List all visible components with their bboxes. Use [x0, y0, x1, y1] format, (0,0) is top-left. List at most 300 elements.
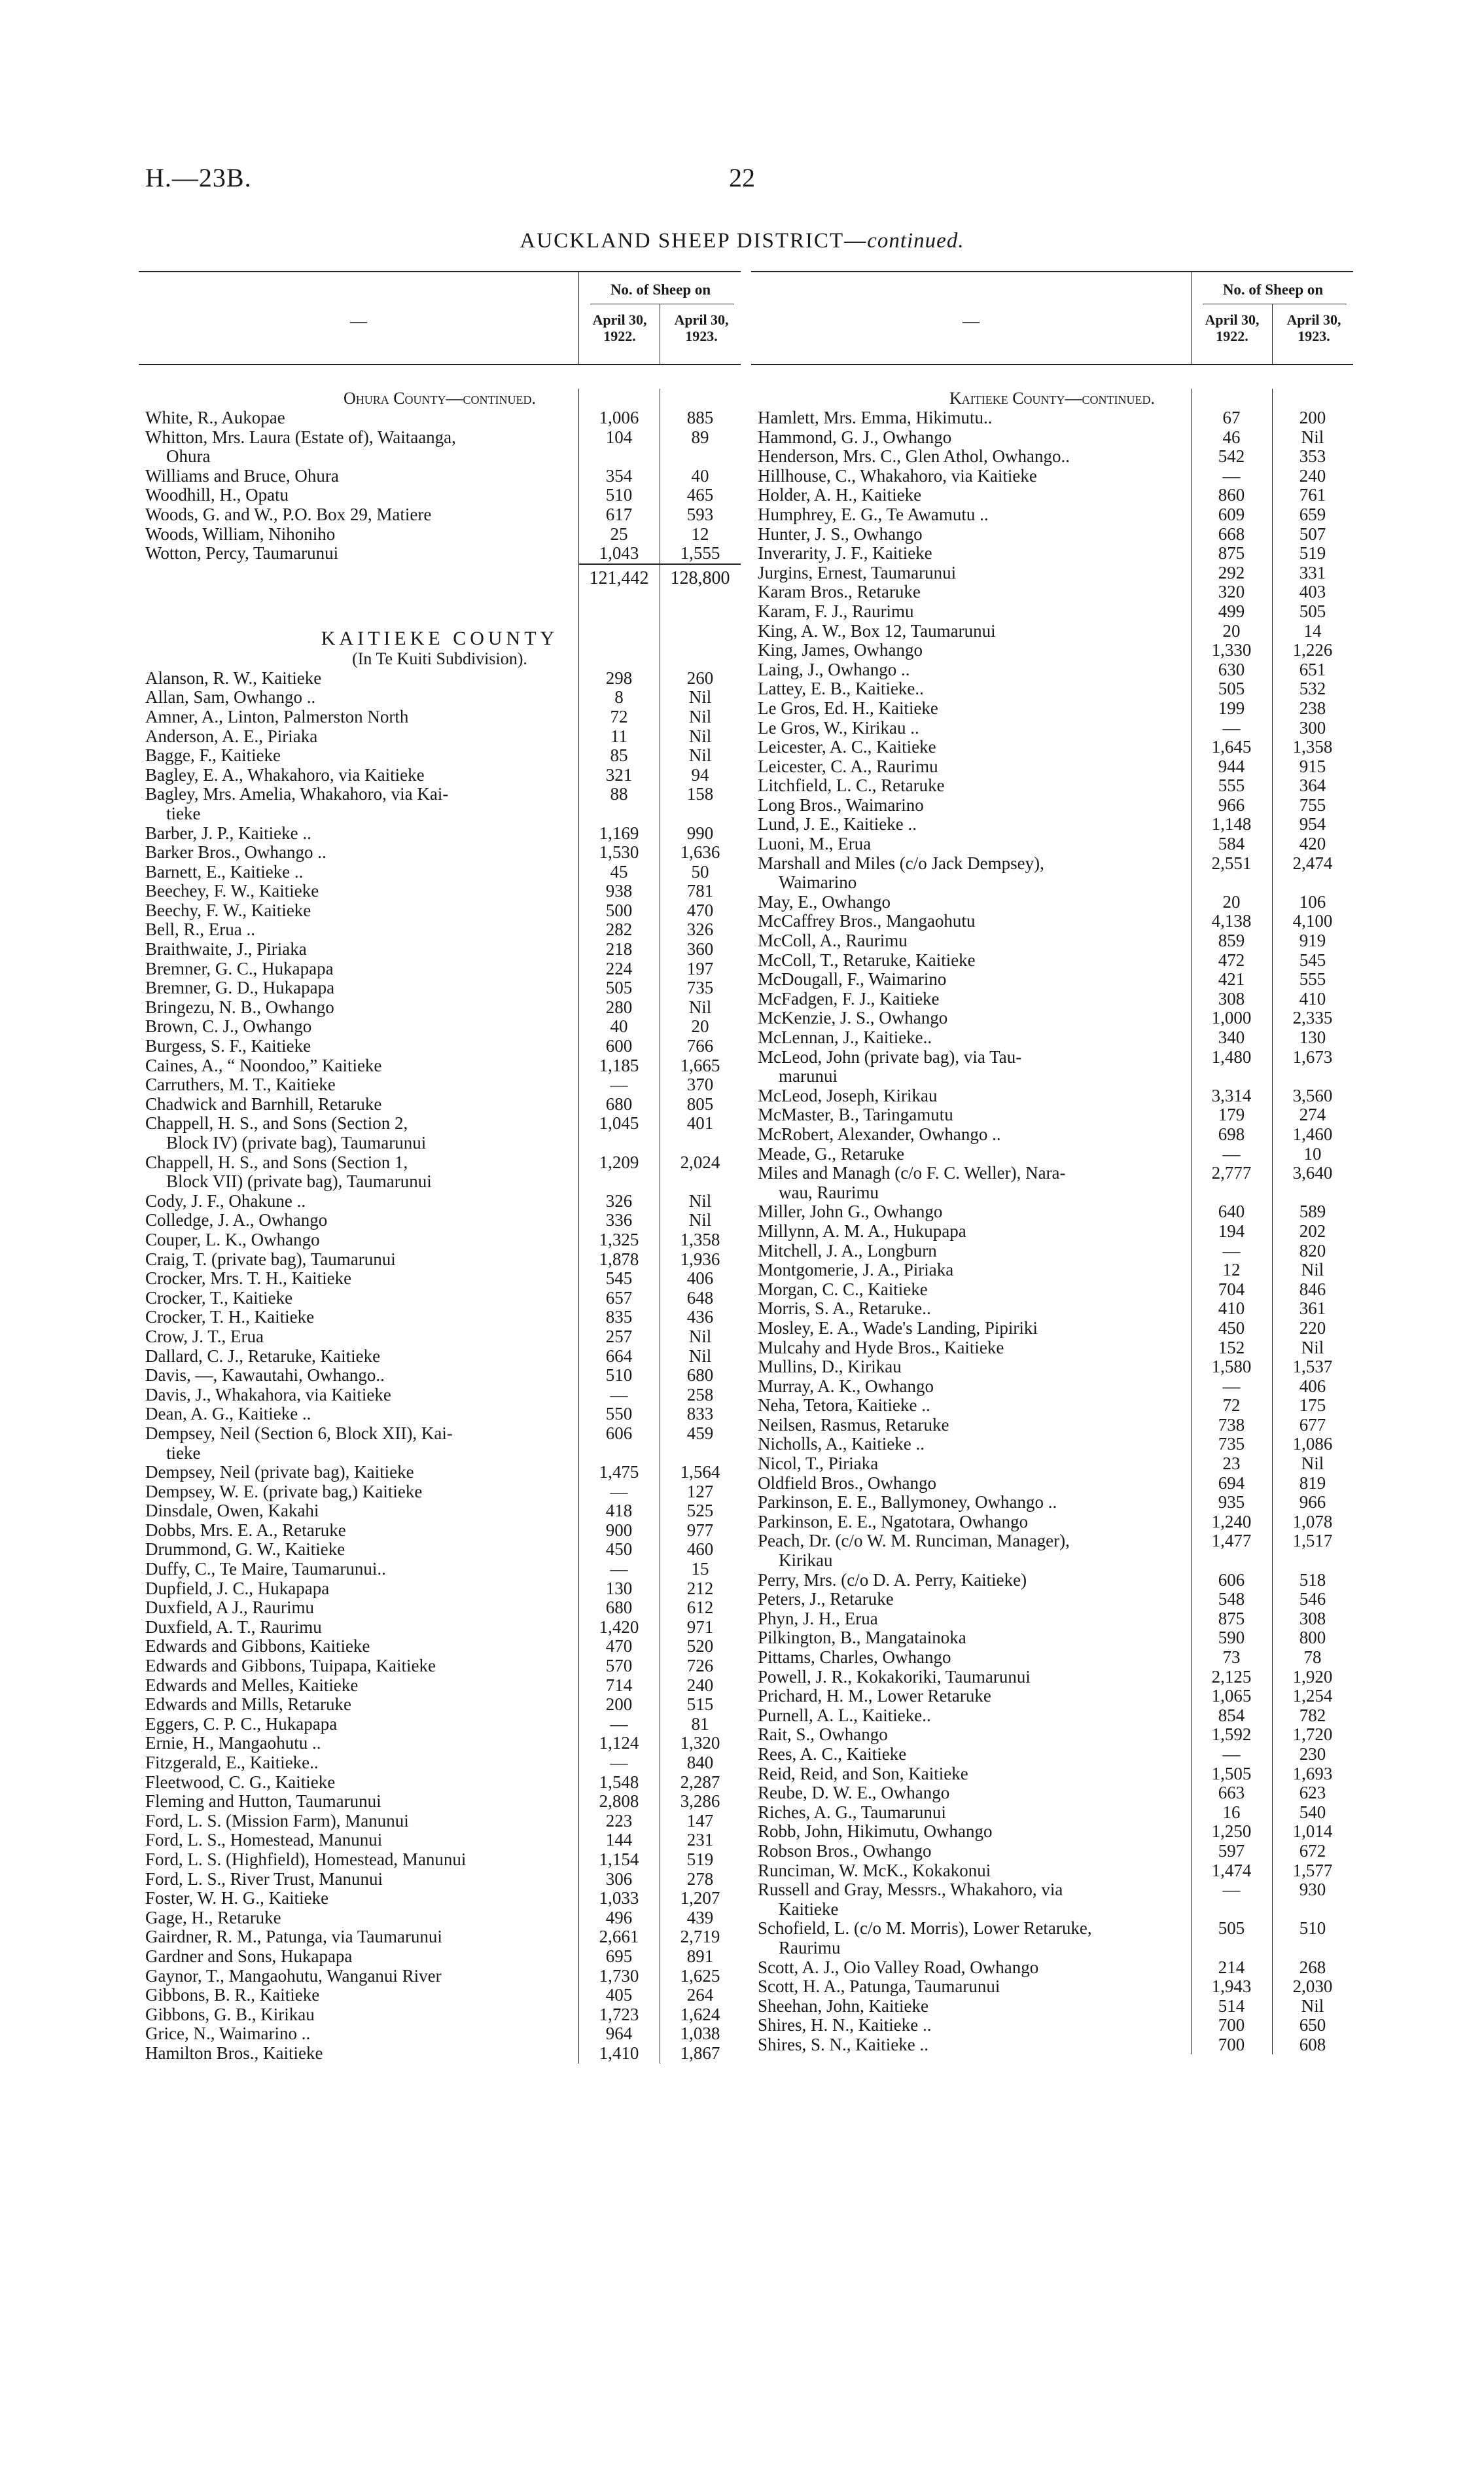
table-row: [139, 804, 741, 824]
table-row: [751, 1590, 1353, 1609]
name-column-header: —: [350, 312, 367, 331]
owner-name: Gairdner, R. M., Patunga, via Taumarunui: [145, 1927, 442, 1947]
sheep-1922: 664: [605, 1346, 633, 1366]
sheep-1922: 40: [610, 1016, 628, 1037]
table-row: [139, 428, 741, 448]
owner-name: Reid, Reid, and Son, Kaitieke: [758, 1764, 968, 1783]
owner-name: Powell, J. R., Kokakoriki, Taumarunui: [758, 1667, 1031, 1687]
sheep-1923: 1,555: [680, 543, 720, 563]
table-row: [751, 1822, 1353, 1842]
table-row: [751, 1706, 1353, 1726]
table-row: [751, 1900, 1353, 1920]
section-heading: KAITIEKE COUNTY: [321, 627, 559, 649]
owner-name: Gibbons, B. R., Kaitieke: [145, 1986, 320, 2005]
table-row: [751, 1299, 1353, 1319]
owner-name: Ford, L. S., Homestead, Manunui: [145, 1831, 383, 1850]
sheep-1923: 308: [1299, 1608, 1326, 1628]
section-heading: Ohura County—continued.: [343, 389, 537, 408]
sheep-1923: [660, 1444, 741, 1463]
total-1922: 121,442: [578, 563, 660, 590]
sheep-1923: 1,460: [1292, 1124, 1333, 1144]
sheep-1922: 505: [1218, 679, 1245, 699]
sheep-1922: 668: [1218, 524, 1245, 544]
sheep-1923: 593: [686, 504, 714, 524]
section-heading: Kaitieke County—continued.: [949, 389, 1156, 408]
sheep-1922: 964: [605, 2024, 633, 2044]
owner-name: Perry, Mrs. (c/o D. A. Perry, Kaitieke): [758, 1570, 1027, 1590]
table-row: [139, 1134, 741, 1153]
sheep-1923: 1,625: [680, 1965, 720, 1986]
table-row: [751, 1803, 1353, 1823]
sheep-1923: 1,665: [680, 1055, 720, 1075]
owner-name: Laing, J., Owhango ..: [758, 660, 910, 679]
owner-name: Mitchell, J. A., Longburn: [758, 1241, 937, 1260]
owner-name: Russell and Gray, Messrs., Whakahoro, via: [758, 1880, 1063, 1900]
sheep-1922: 321: [605, 764, 633, 785]
table-row: [139, 447, 741, 467]
table-row: [751, 679, 1353, 699]
sheep-1923: 971: [686, 1617, 714, 1637]
owner-name: Brown, C. J., Owhango: [145, 1017, 312, 1037]
owner-name: Holder, A. H., Kaitieke: [758, 486, 922, 505]
table-row: [751, 1338, 1353, 1358]
sheep-1922: 1,878: [599, 1249, 639, 1269]
sheep-1923: 2,024: [680, 1152, 720, 1172]
sheep-count-header: No. of Sheep on: [610, 281, 711, 298]
sheep-1923: 3,286: [680, 1791, 720, 1812]
table-row: [139, 1250, 741, 1270]
table-row: [751, 1551, 1353, 1571]
table-row: [139, 2005, 741, 2025]
sheep-1923: 520: [686, 1636, 714, 1656]
sheep-1922: 2,808: [599, 1791, 639, 1812]
sheep-1923: 459: [686, 1423, 714, 1443]
table-row: [139, 1579, 741, 1599]
table-row: [139, 1424, 741, 1444]
owner-name: Dupfield, J. C., Hukapapa: [145, 1579, 330, 1598]
table-row: [139, 1056, 741, 1076]
owner-name: Reube, D. W. E., Owhango: [758, 1783, 950, 1803]
sheep-1923: 258: [686, 1384, 714, 1404]
table-row: [139, 901, 741, 921]
sheep-1922: —: [610, 1075, 628, 1095]
table-row: [139, 1560, 741, 1579]
sheep-1923: 410: [1299, 988, 1326, 1009]
owner-name: Barnett, E., Kaitieke ..: [145, 862, 304, 882]
sheep-1922: 966: [1218, 795, 1245, 815]
sheep-1922: 1,045: [599, 1113, 639, 1134]
sheep-1922: 257: [605, 1326, 633, 1346]
owner-name: Morgan, C. C., Kaitieke: [758, 1279, 928, 1299]
sheep-1922: 663: [1218, 1783, 1245, 1803]
table-row: [751, 1745, 1353, 1764]
owner-name: Sheehan, John, Kaitieke: [758, 1996, 928, 2016]
owner-name: Parkinson, E. E., Ballymoney, Owhango ..: [758, 1493, 1057, 1512]
sheep-1923: 1,358: [680, 1229, 720, 1249]
owner-name: Gibbons, G. B., Kirikau: [145, 2005, 315, 2024]
sheep-1923: 2,287: [680, 1772, 720, 1792]
owner-name: Woods, G. and W., P.O. Box 29, Matiere: [145, 505, 432, 524]
owner-name: Bagley, E. A., Whakahoro, via Kaitieke: [145, 765, 425, 785]
sheep-1923: 470: [686, 900, 714, 920]
sheep-1923: 612: [686, 1598, 714, 1618]
sheep-1922: 875: [1218, 543, 1245, 563]
sheep-1922: 700: [1218, 2034, 1245, 2054]
owner-name: May, E., Owhango: [758, 892, 891, 912]
sheep-1922: 1,148: [1211, 814, 1252, 834]
table-row: [751, 1512, 1353, 1532]
owner-name: Scott, H. A., Patunga, Taumarunui: [758, 1977, 1000, 1997]
owner-name: Alanson, R. W., Kaitieke: [145, 668, 322, 688]
sheep-1923: 800: [1299, 1628, 1326, 1648]
sheep-1923: 81: [691, 1713, 709, 1734]
sheep-1923: 782: [1299, 1705, 1326, 1725]
sheep-1922: 1,943: [1211, 1976, 1252, 1997]
sheep-1922: 1,723: [599, 2004, 639, 2024]
sheep-1923: 264: [686, 1985, 714, 2005]
table-row: [751, 1028, 1353, 1048]
owner-name: Mullins, D., Kirikau: [758, 1357, 902, 1377]
owner-name: Dobbs, Mrs. E. A., Retaruke: [145, 1520, 346, 1540]
left-table-header: [139, 272, 741, 365]
sheep-1923: Nil: [688, 1346, 712, 1366]
sheep-1922: 500: [605, 900, 633, 920]
table-row: [751, 428, 1353, 448]
owner-name: marunui: [779, 1067, 838, 1086]
table-row: [751, 563, 1353, 583]
table-row: [751, 1009, 1353, 1028]
sheep-1923: 360: [686, 939, 714, 959]
sheep-1923: 361: [1299, 1298, 1326, 1319]
table-row: [139, 1037, 741, 1056]
sheep-1922: 630: [1218, 659, 1245, 679]
sheep-1922: 46: [1222, 427, 1241, 447]
sheep-1923: 240: [1299, 465, 1326, 486]
table-row: [139, 1114, 741, 1134]
table-row: [139, 525, 741, 545]
table-row: [139, 1540, 741, 1560]
sheep-1922: 218: [605, 939, 633, 959]
owner-name: Bagge, F., Kaitieke: [145, 746, 281, 766]
owner-name: Pilkington, B., Mangatainoka: [758, 1628, 966, 1648]
sheep-1922: 640: [1218, 1202, 1245, 1222]
table-row: [751, 641, 1353, 660]
sheep-1922: 2,125: [1211, 1666, 1252, 1687]
sheep-1922: 657: [605, 1287, 633, 1308]
sheep-1922: 306: [605, 1868, 633, 1889]
owner-name: Woods, William, Nihoniho: [145, 524, 336, 544]
sheep-1923: 326: [686, 920, 714, 940]
sheep-1923: 1,636: [680, 842, 720, 863]
sheep-1922: [578, 447, 660, 467]
sheep-1922: 1,730: [599, 1965, 639, 1986]
sheep-1923: 1,086: [1292, 1434, 1333, 1454]
sheep-1923: 370: [686, 1075, 714, 1095]
sheep-1922: [1191, 873, 1272, 893]
owner-name: Peach, Dr. (c/o W. M. Runciman, Manager),: [758, 1531, 1070, 1551]
sheep-1922: 282: [605, 920, 633, 940]
owner-name: wau, Raurimu: [779, 1183, 879, 1202]
owner-name: Karam Bros., Retaruke: [758, 582, 921, 602]
sheep-1923: 274: [1299, 1105, 1326, 1125]
sheep-1922: [1191, 1183, 1272, 1203]
sheep-1922: 854: [1218, 1705, 1245, 1725]
owner-name: Crocker, T., Kaitieke: [145, 1288, 293, 1308]
owner-name: Shires, H. N., Kaitieke ..: [758, 2016, 932, 2035]
table-row: [139, 1501, 741, 1521]
owner-name: Robson Bros., Owhango: [758, 1841, 932, 1861]
sheep-1923: 40: [691, 465, 709, 486]
table-row: [751, 1919, 1353, 1939]
table-row: [139, 1773, 741, 1793]
col-1923-header: April 30, 1923.: [1286, 312, 1341, 344]
sheep-1922: [1191, 1900, 1272, 1920]
owner-name: Edwards and Melles, Kaitieke: [145, 1675, 359, 1695]
sheep-1923: 2,719: [680, 1927, 720, 1947]
sheep-1922: 875: [1218, 1608, 1245, 1628]
table-row: [751, 1396, 1353, 1416]
owner-name: Burgess, S. F., Kaitieke: [145, 1037, 311, 1056]
owner-name: McColl, A., Raurimu: [758, 931, 908, 951]
sheep-1922: 680: [605, 1094, 633, 1114]
total-row: [139, 563, 741, 590]
table-row: [139, 1598, 741, 1618]
sheep-1922: 555: [1218, 776, 1245, 796]
left-table: [139, 271, 741, 2064]
sheep-1923: 78: [1303, 1647, 1322, 1667]
sheep-1923: Nil: [1301, 1454, 1324, 1474]
sheep-1923: 519: [1299, 543, 1326, 563]
title-suffix: continued.: [867, 229, 964, 253]
owner-name: Hillhouse, C., Whakahoro, via Kaitieke: [758, 466, 1037, 486]
sheep-1922: 326: [605, 1190, 633, 1211]
sheep-1923: 805: [686, 1094, 714, 1114]
header-divider: [1191, 272, 1192, 364]
table-row: [751, 622, 1353, 641]
sheep-1923: 1,254: [1292, 1686, 1333, 1706]
owner-name: Litchfield, L. C., Retaruke: [758, 776, 945, 796]
section-subheading: (In Te Kuiti Subdivision).: [352, 649, 527, 668]
sheep-1923: 507: [1299, 524, 1326, 544]
sheep-1922: —: [610, 1559, 628, 1579]
sheep-1923: 364: [1299, 776, 1326, 796]
table-row: [139, 505, 741, 525]
table-row: [751, 1222, 1353, 1242]
sheep-1923: [660, 447, 741, 467]
sheep-1922: 738: [1218, 1414, 1245, 1435]
owner-name: Craig, T. (private bag), Taumarunui: [145, 1249, 396, 1269]
table-row: [139, 707, 741, 727]
owner-name: Marshall and Miles (c/o Jack Dempsey),: [758, 853, 1044, 873]
sheep-1923: Nil: [1301, 1260, 1324, 1280]
owner-name: Crow, J. T., Erua: [145, 1327, 264, 1346]
owner-name: Prichard, H. M., Lower Retaruke: [758, 1687, 991, 1706]
table-row: [751, 2016, 1353, 2035]
sheep-1922: 470: [605, 1636, 633, 1656]
sheep-1923: 130: [1299, 1028, 1326, 1047]
sheep-1923: [660, 1134, 741, 1153]
sheep-1922: 224: [605, 958, 633, 978]
sheep-1923: 50: [691, 861, 709, 882]
sheep-1923: 1,517: [1292, 1531, 1333, 1551]
sheep-1922: 308: [1218, 988, 1245, 1009]
owner-name: McFadgen, F. J., Kaitieke: [758, 989, 940, 1009]
sheep-1922: 354: [605, 465, 633, 486]
sheep-1922: 590: [1218, 1628, 1245, 1648]
owner-name: Duxfield, A. T., Raurimu: [145, 1617, 322, 1637]
owner-name: Leicester, A. C., Kaitieke: [758, 738, 936, 757]
owner-name: Gage, H., Retaruke: [145, 1908, 281, 1927]
sheep-1922: 405: [605, 1985, 633, 2005]
owner-name: McLeod, John (private bag), via Tau-: [758, 1047, 1022, 1067]
sheep-1922: 194: [1218, 1221, 1245, 1241]
owner-name: Hamlett, Mrs. Emma, Hikimutu..: [758, 408, 993, 427]
sheep-1923: 12: [691, 524, 709, 544]
table-row: [751, 505, 1353, 525]
sheep-1922: 1,000: [1211, 1008, 1252, 1028]
sheep-1923: 1,720: [1292, 1724, 1333, 1745]
sheep-1923: 2,030: [1292, 1976, 1333, 1997]
table-row: [139, 1831, 741, 1850]
sheep-1922: 421: [1218, 969, 1245, 990]
owner-name: Block IV) (private bag), Taumarunui: [166, 1134, 427, 1153]
owner-name: Parkinson, E. E., Ngatotara, Owhango: [758, 1512, 1029, 1531]
sheep-1922: 20: [1222, 620, 1241, 641]
table-row: [751, 1357, 1353, 1377]
owner-name: Couper, L. K., Owhango: [145, 1230, 320, 1249]
name-column-header: —: [963, 312, 980, 331]
sheep-1923: 231: [686, 1830, 714, 1850]
sheep-1922: 418: [605, 1501, 633, 1521]
table-row: [139, 882, 741, 901]
sheep-1923: 3,560: [1292, 1085, 1333, 1105]
table-row: [139, 978, 741, 998]
owner-name: Crocker, Mrs. T. H., Kaitieke: [145, 1269, 352, 1289]
sheep-1923: 781: [686, 881, 714, 901]
owner-name: Murray, A. K., Owhango: [758, 1376, 934, 1396]
column-divider: [578, 389, 579, 2064]
table-row: [751, 893, 1353, 912]
table-row: [139, 1444, 741, 1463]
sheep-1922: 550: [605, 1404, 633, 1424]
owner-name: McCaffrey Bros., Mangaohutu: [758, 912, 976, 931]
owner-name: Ford, L. S. (Highfield), Homestead, Manunui: [145, 1850, 467, 1869]
table-row: [139, 1075, 741, 1095]
sheep-1923: 1,577: [1292, 1860, 1333, 1880]
sheep-1923: 1,624: [680, 2004, 720, 2024]
owner-name: Fitzgerald, E., Kaitieke..: [145, 1753, 319, 1772]
owner-name: Duxfield, A J., Raurimu: [145, 1598, 314, 1618]
sheep-1922: [578, 1444, 660, 1463]
sheep-1922: [578, 1134, 660, 1153]
sheep-1922: [578, 1172, 660, 1192]
sheep-1923: 20: [691, 1016, 709, 1037]
table-row: [751, 1377, 1353, 1397]
sheep-1922: 72: [610, 706, 628, 726]
title-main: AUCKLAND SHEEP DISTRICT—: [520, 229, 868, 253]
sheep-1922: 510: [605, 485, 633, 505]
sheep-1922: 4,138: [1211, 911, 1252, 931]
table-row: [139, 1870, 741, 1889]
owner-name: King, James, Owhango: [758, 641, 923, 660]
sheep-1922: 1,477: [1211, 1531, 1252, 1551]
sheep-1923: [1272, 1939, 1353, 1958]
owner-name: Fleming and Hutton, Taumarunui: [145, 1792, 381, 1812]
owner-name: Karam, F. J., Raurimu: [758, 601, 914, 621]
sheep-1922: 1,548: [599, 1772, 639, 1792]
sheep-1922: 938: [605, 881, 633, 901]
sheep-1923: 915: [1299, 756, 1326, 776]
sheep-1922: 152: [1218, 1337, 1245, 1357]
table-row: [751, 408, 1353, 428]
table-row: [751, 1067, 1353, 1086]
sheep-1923: 1,693: [1292, 1763, 1333, 1783]
table-row: [751, 1668, 1353, 1687]
sheep-1923: 726: [686, 1656, 714, 1676]
sheep-1922: 340: [1218, 1028, 1245, 1047]
table-row: [139, 2024, 741, 2044]
sheep-1923: [1272, 1067, 1353, 1086]
table-row: [751, 660, 1353, 680]
sheep-1922: 860: [1218, 485, 1245, 505]
sheep-1922: 1,325: [599, 1229, 639, 1249]
owner-name: Meade, G., Retaruke: [758, 1144, 905, 1164]
sheep-1923: 2,335: [1292, 1008, 1333, 1028]
sheep-1923: Nil: [688, 1210, 712, 1230]
owner-name: Edwards and Mills, Retaruke: [145, 1695, 351, 1715]
owner-name: Bremner, G. C., Hukapapa: [145, 959, 334, 978]
sheep-1922: 735: [1218, 1434, 1245, 1454]
sheep-1922: 1,033: [599, 1888, 639, 1908]
table-row: [751, 1183, 1353, 1203]
table-row: [139, 1908, 741, 1928]
table-row: [139, 1889, 741, 1908]
table-row: [139, 1927, 741, 1947]
sheep-1923: [660, 804, 741, 824]
sheep-1923: 919: [1299, 931, 1326, 951]
table-row: [751, 1280, 1353, 1300]
table-row: [751, 1997, 1353, 2016]
sheep-1922: 606: [1218, 1569, 1245, 1590]
sheep-1923: 833: [686, 1404, 714, 1424]
sheep-1923: 761: [1299, 485, 1326, 505]
owner-name: Dinsdale, Owen, Kakahi: [145, 1501, 319, 1521]
owner-name: Runciman, W. McK., Kokakonui: [758, 1861, 991, 1880]
owner-name: Anderson, A. E., Piriaka: [145, 726, 318, 746]
sheep-1923: 147: [686, 1810, 714, 1831]
owner-name: Wotton, Percy, Taumarunui: [145, 544, 339, 563]
sheep-1923: 436: [686, 1307, 714, 1327]
sheep-1923: 515: [686, 1694, 714, 1715]
owner-name: Miller, John G., Owhango: [758, 1202, 943, 1222]
table-row: [751, 1764, 1353, 1784]
table-row: [139, 1676, 741, 1696]
table-row: [139, 940, 741, 959]
owner-name: Ernie, H., Mangaohutu ..: [145, 1734, 321, 1753]
page-title: [0, 229, 1484, 253]
sheep-1922: 514: [1218, 1995, 1245, 2016]
owner-name: Dempsey, Neil (private bag), Kaitieke: [145, 1463, 414, 1482]
sheep-1923: 954: [1299, 814, 1326, 834]
sheep-1923: 89: [691, 427, 709, 447]
table-row: [751, 1628, 1353, 1648]
owner-name: Nicholls, A., Kaitieke ..: [758, 1435, 925, 1454]
table-row: [751, 1493, 1353, 1512]
sheep-1923: Nil: [688, 745, 712, 766]
sheep-1922: 1,474: [1211, 1860, 1252, 1880]
table-row: [139, 1792, 741, 1812]
sheep-1922: [1191, 1939, 1272, 1958]
